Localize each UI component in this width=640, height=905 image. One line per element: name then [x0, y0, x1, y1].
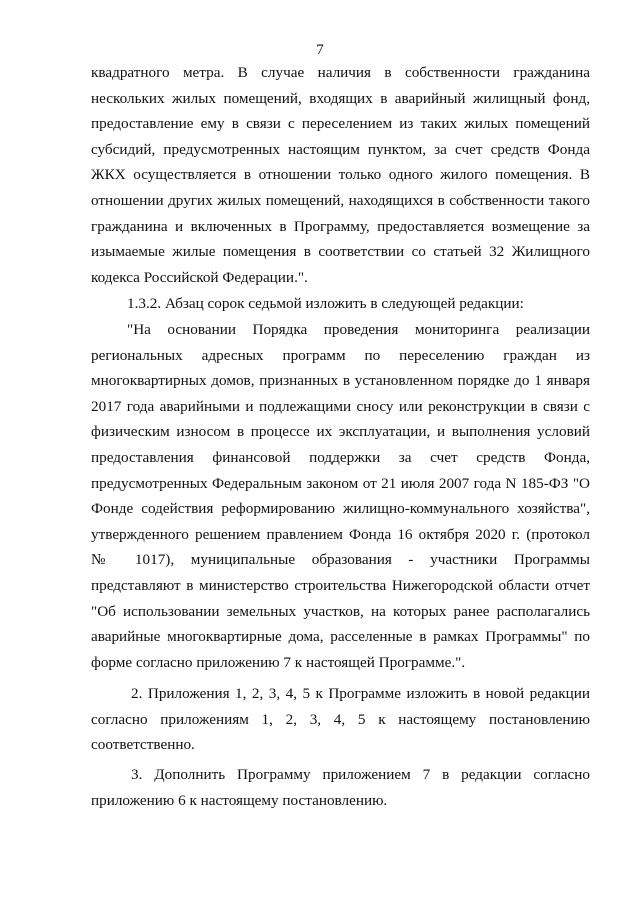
text-line: отношении других жилых помещений, находящихся в собственности такого [91, 191, 590, 209]
text-line: № 1017), муниципальные образования - участники Программы [91, 551, 590, 569]
text-line: "На основании Порядка проведения мониторинга реализации [127, 321, 590, 338]
text-line: "Об использовании земельных участков, на которых ранее располагались [91, 602, 590, 620]
text-line: субсидий, предусмотренных настоящим пунктом, за счет средств Фонда [91, 140, 590, 158]
paragraph-1-3-2-heading [91, 291, 590, 317]
text-line: согласно приложениям 1, 2, 3, 4, 5 к настоящему постановлению [91, 710, 590, 728]
paragraph-item-2 [91, 681, 590, 758]
text-line: гражданина и включенных в Программу, предоставляется возмещение за [91, 217, 590, 235]
text-line: соответственно. [91, 736, 195, 754]
text-line: аварийные многоквартирные дома, расселенные в рамках Программы" по [91, 628, 590, 646]
paragraph-continuation [91, 60, 590, 290]
text-line: предоставления финансовой поддержки за счет средств Фонда, [91, 448, 590, 466]
text-line: изымаемые жилые помещения в соответствии со статьей 32 Жилищного [91, 243, 590, 261]
text-line: нескольких жилых помещений, входящих в аварийный жилищный фонд, [91, 89, 590, 107]
text-line: квадратного метра. В случае наличия в собственности гражданина [91, 64, 590, 81]
text-line: 3. Дополнить Программу приложением 7 в редакции согласно [131, 766, 590, 783]
text-line: предусмотренных Федеральным законом от 21 июля 2007 года N 185-ФЗ "О [91, 474, 590, 492]
text-line: физическим износом в процессе их эксплуатации, и выполнения условий [91, 423, 590, 441]
text-line: форме согласно приложению 7 к настоящей Программе.". [91, 653, 466, 671]
text-line: 2. Приложения 1, 2, 3, 4, 5 к Программе изложить в новой редакции [131, 685, 590, 702]
text-line: многоквартирных домов, признанных в установленном порядке до 1 января [91, 372, 590, 390]
text-line: кодекса Российской Федерации.". [91, 268, 308, 286]
paragraph-quoted-abzac [91, 317, 590, 675]
text-line: представляют в министерство строительства Нижегородской области отчет [91, 576, 590, 594]
text-line: 1.3.2. Абзац сорок седьмой изложить в следующей редакции: [127, 295, 524, 312]
text-line: региональных адресных программ по переселению граждан из [91, 346, 590, 364]
text-line: 2017 года аварийными и подлежащими сносу или реконструкции в связи с [91, 397, 590, 415]
paragraph-item-3 [91, 762, 590, 813]
text-line: Фонде содействия реформированию жилищно-коммунального хозяйства", [91, 500, 590, 518]
text-line: утвержденного решением правлением Фонда 16 октября 2020 г. (протокол [91, 525, 590, 543]
text-line: ЖКХ осуществляется в отношении только одного жилого помещения. В [91, 166, 590, 184]
page-number: 7 [316, 42, 324, 58]
text-line: приложению 6 к настоящему постановлению. [91, 791, 388, 809]
text-line: предоставление ему в связи с переселением из таких жилых помещений [91, 115, 590, 133]
